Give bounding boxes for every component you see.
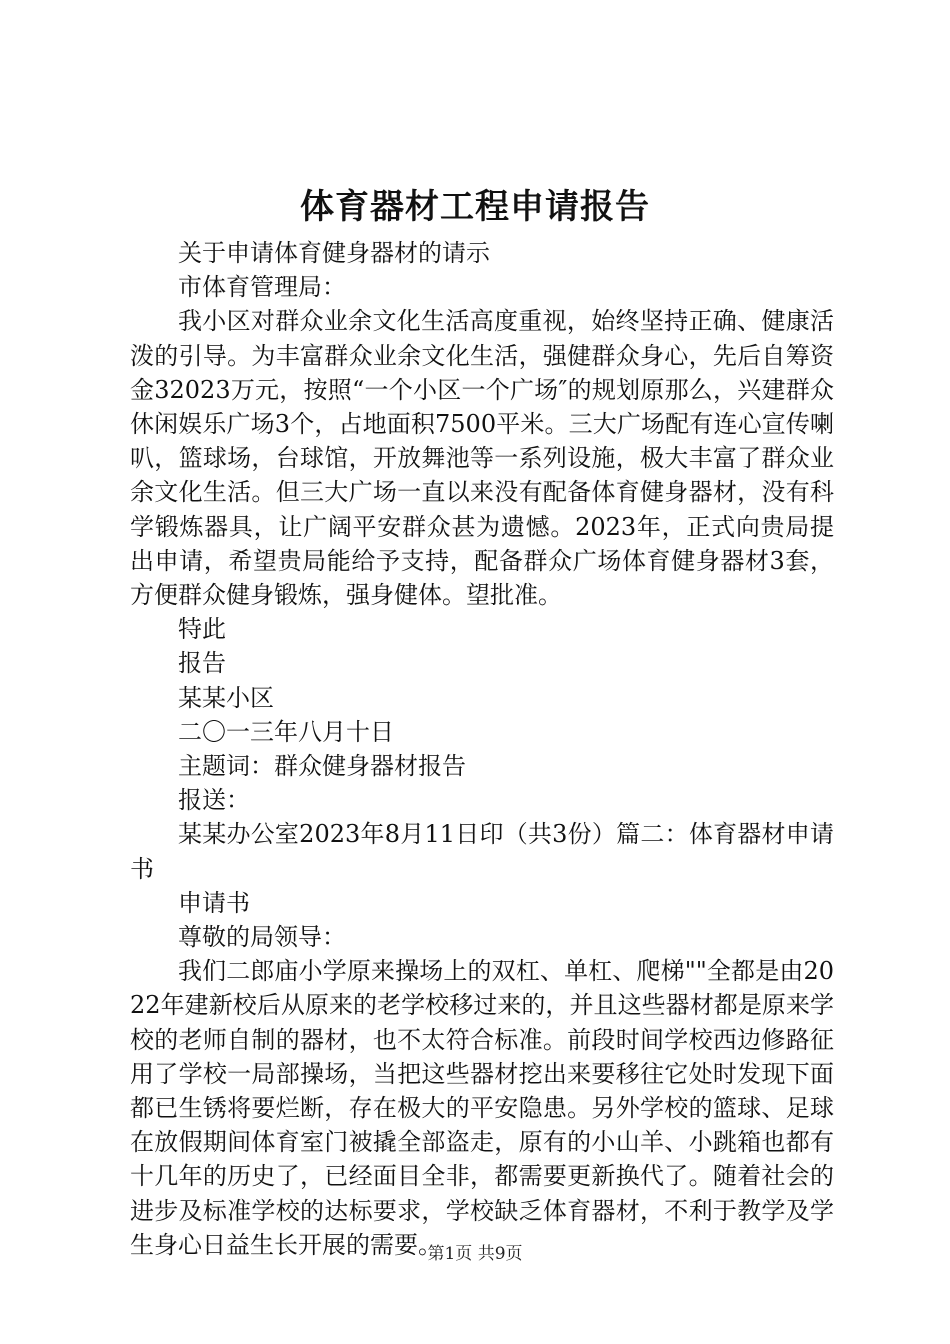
section-heading: 申请书	[178, 888, 250, 917]
document-body	[130, 236, 834, 1262]
page-footer: 第1页 共9页	[427, 1244, 523, 1264]
recipient-line: 市体育管理局：	[178, 273, 346, 302]
body-paragraph: 我小区对群众业余文化生活高度重视，始终坚持正确、健康活泼的引导。为丰富群众业余文化生活，强健群众身心，先后自筹资金32023万元，按照“一个小区一个广场″的规划原那么，兴建群众休闲娱乐广场3个，占地面积7500平米。三大广场配有连心宣传喇叭，篮球场，台球馆，开放舞池等一系列设施，极大丰富了群众业余文化生活。但三大广场一直以来没有配备体育健身器材，没有科学锻炼器具，让广阔平安群众甚为遗憾。2023年，正式向贵局提出申请，希望贵局能给予支持，配备群众广场体育健身器材3套，方便群众健身锻炼，强身健体。望批准。	[130, 307, 834, 610]
date-line: 二〇一三年八月十日	[178, 717, 394, 746]
sender-line: 某某小区	[178, 683, 274, 712]
closing-line: 报告	[178, 649, 226, 678]
subject-line: 关于申请体育健身器材的请示	[178, 239, 490, 267]
document-title: 体育器材工程申请报告	[300, 187, 650, 227]
body-paragraph: 我们二郎庙小学原来操场上的双杠、单杠、爬梯""全都是由2022年建新校后从原来的老学校移过来的，并且这些器材都是原来学校的老师自制的器材，也不太符合标准。前段时间学校西边修路征用了学校一局部操场，当把这些器材挖出来要移往它处时发现下面都已生锈将要烂断，存在极大的平安隐患。另外学校的篮球、足球在放假期间体育室门被撬全部盗走，原有的小山羊、小跳箱也都有十几年的历史了，已经面目全非，都需要更新换代了。随着社会的进步及标准学校的达标要求，学校缺乏体育器材，不利于教学及学生身心日益生长开展的需要。	[130, 957, 834, 1259]
salutation-line: 尊敬的局领导：	[178, 923, 346, 952]
keywords-line: 主题词：群众健身器材报告	[178, 752, 466, 781]
closing-line: 特此	[178, 615, 226, 644]
cc-line: 报送：	[178, 786, 250, 815]
print-info-line: 某某办公室2023年8月11日印（共3份）篇二：体育器材申请书	[130, 820, 834, 883]
